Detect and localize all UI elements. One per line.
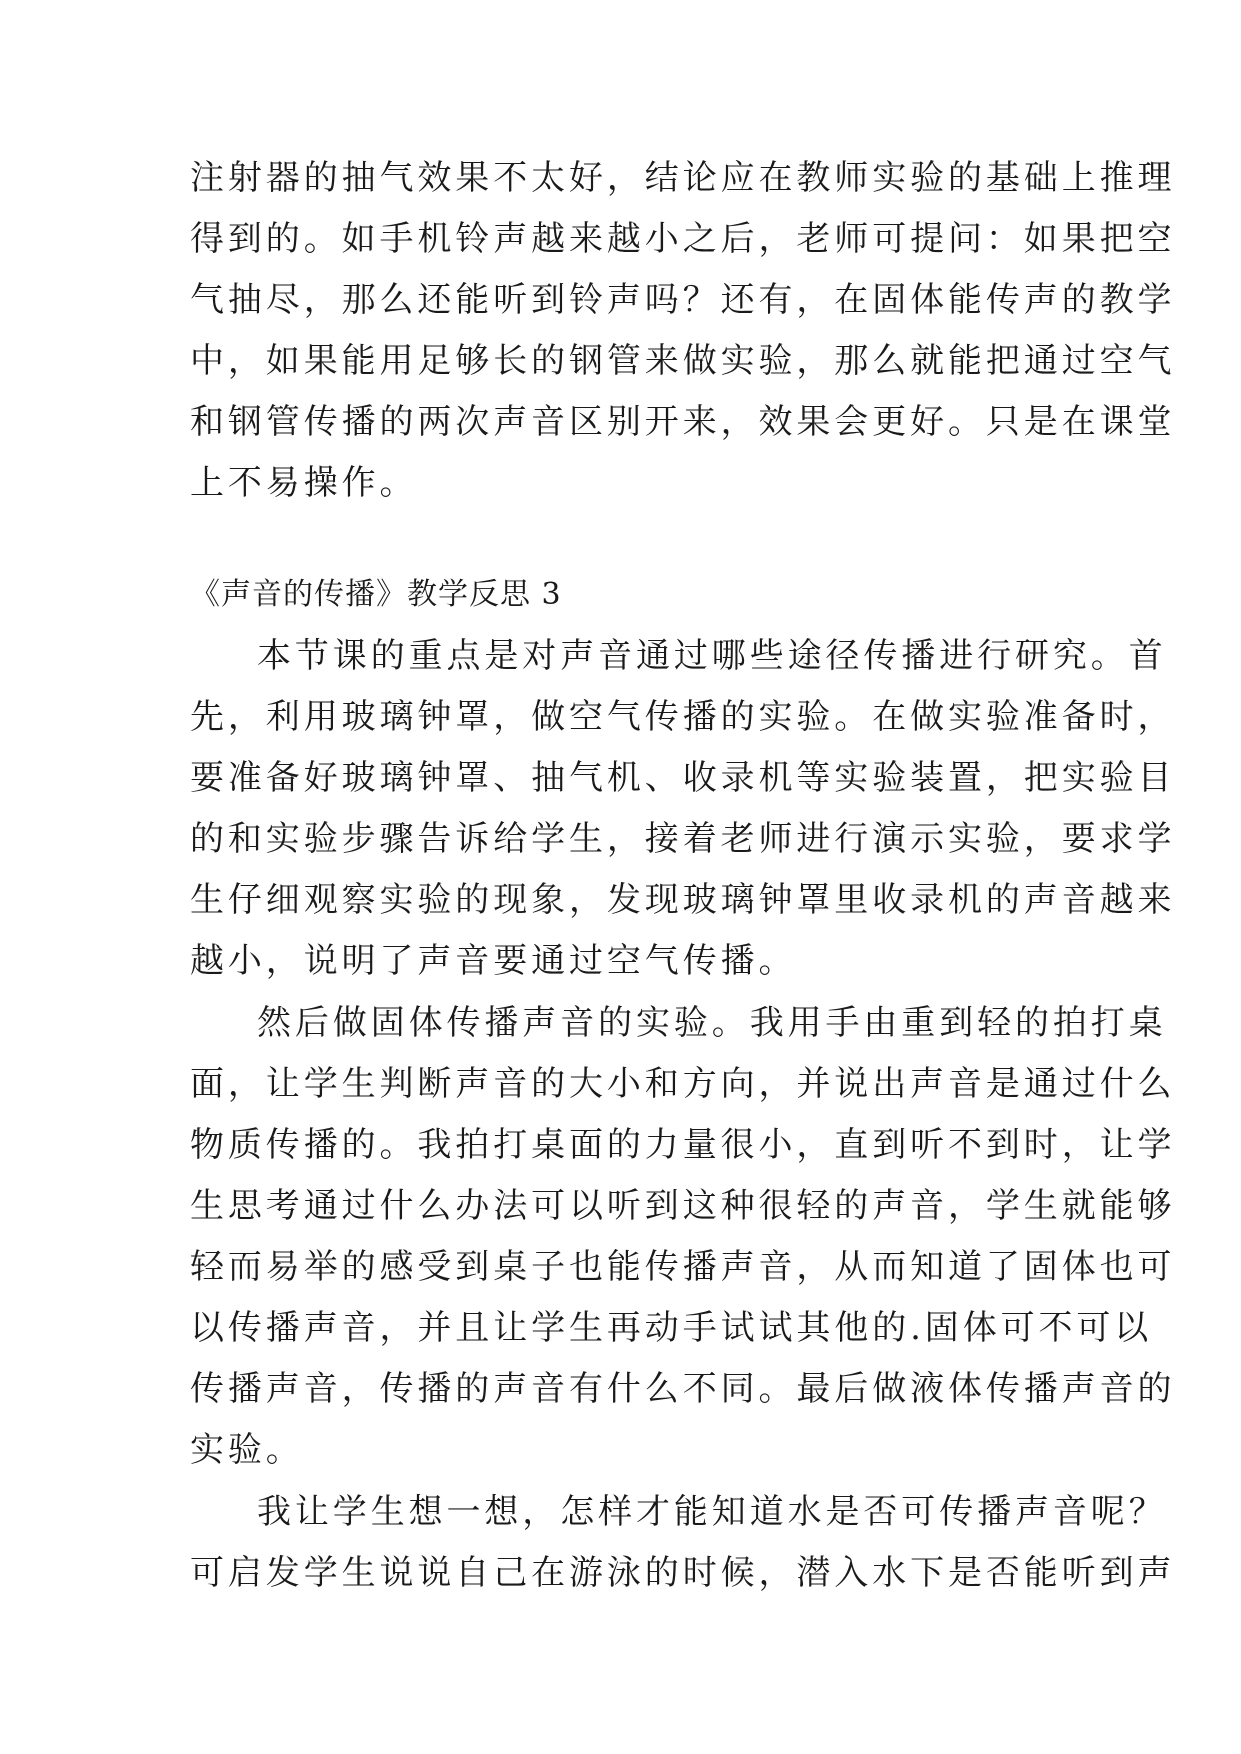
text-line: 以传播声音，并且让学生再动手试试其他的.固体可不可以 (190, 1308, 1153, 1348)
text-line: 本节课的重点是对声音通过哪些途径传播进行研究。首 (257, 636, 1167, 676)
text-line: 生思考通过什么办法可以听到这种很轻的声音，学生就能够 (190, 1186, 1176, 1226)
text-line: 和钢管传播的两次声音区别开来，效果会更好。只是在课堂 (190, 402, 1176, 442)
text-line: 的和实验步骤告诉给学生，接着老师进行演示实验，要求学 (190, 819, 1176, 859)
text-line: 要准备好玻璃钟罩、抽气机、收录机等实验装置，把实验目 (190, 758, 1176, 798)
text-line: 先，利用玻璃钟罩，做空气传播的实验。在做实验准备时， (190, 697, 1176, 737)
text-line: 传播声音，传播的声音有什么不同。最后做液体传播声音的 (190, 1369, 1176, 1409)
section-heading: 《声音的传播》教学反思 3 (190, 577, 562, 612)
text-line: 物质传播的。我拍打桌面的力量很小，直到听不到时，让学 (190, 1125, 1176, 1165)
text-line: 实验。 (190, 1430, 304, 1470)
text-line: 轻而易举的感受到桌子也能传播声音，从而知道了固体也可 (190, 1247, 1176, 1287)
text-line: 气抽尽，那么还能听到铃声吗？还有，在固体能传声的教学 (190, 280, 1176, 320)
text-line: 生仔细观察实验的现象，发现玻璃钟罩里收录机的声音越来 (190, 880, 1176, 920)
text-line: 面，让学生判断声音的大小和方向，并说出声音是通过什么 (190, 1064, 1176, 1104)
text-line: 得到的。如手机铃声越来越小之后，老师可提问：如果把空 (190, 219, 1176, 259)
paragraph-air-experiment (190, 626, 1176, 992)
paragraph-previous-continued (190, 148, 1176, 514)
text-line: 然后做固体传播声音的实验。我用手由重到轻的拍打桌 (257, 1003, 1167, 1043)
text-line: 中，如果能用足够长的钢管来做实验，那么就能把通过空气 (190, 341, 1176, 381)
text-line: 上不易操作。 (190, 463, 418, 503)
paragraph-liquid-experiment (190, 1482, 1176, 1604)
text-line: 越小，说明了声音要通过空气传播。 (190, 941, 797, 981)
text-line: 注射器的抽气效果不太好，结论应在教师实验的基础上推理 (190, 158, 1176, 198)
paragraph-solid-experiment (190, 993, 1176, 1481)
text-line: 可启发学生说说自己在游泳的时候，潜入水下是否能听到声 (190, 1553, 1176, 1593)
text-line: 我让学生想一想，怎样才能知道水是否可传播声音呢？ (257, 1492, 1167, 1532)
